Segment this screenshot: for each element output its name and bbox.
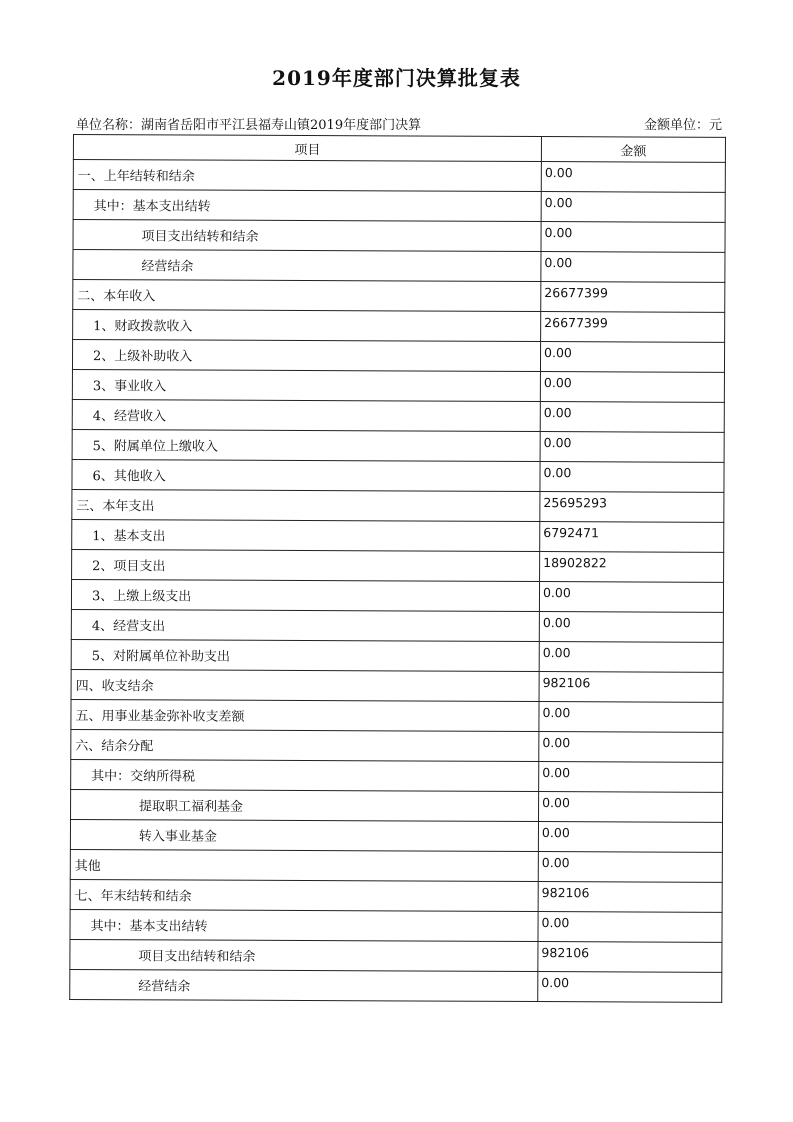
table-row — [72, 489, 724, 522]
row-amount-value: 6792471 — [540, 522, 724, 553]
header-amount: 金额 — [541, 137, 725, 163]
table-row — [70, 849, 722, 882]
row-amount-value: 0.00 — [540, 462, 724, 493]
table-row — [70, 879, 722, 912]
row-item-label: 项目支出结转和结余 — [70, 939, 538, 971]
header-item: 项目 — [73, 135, 541, 162]
row-item-label: 3、事业收入 — [72, 369, 540, 401]
row-amount-value: 18902822 — [540, 552, 724, 583]
row-amount-value: 0.00 — [541, 192, 725, 223]
row-item-label: 5、附属单位上缴收入 — [72, 429, 540, 461]
table-header-row — [73, 135, 725, 163]
row-amount-value: 982106 — [538, 942, 722, 973]
row-amount-value: 0.00 — [538, 852, 722, 883]
table-row — [71, 729, 723, 762]
table-row — [72, 340, 724, 373]
row-amount-value: 0.00 — [539, 582, 723, 613]
report-meta — [76, 114, 722, 133]
row-item-label: 1、基本支出 — [72, 519, 540, 551]
row-item-label: 三、本年支出 — [72, 489, 540, 521]
row-amount-value: 0.00 — [538, 972, 722, 1003]
row-amount-value: 0.00 — [539, 702, 723, 733]
row-amount-value: 0.00 — [540, 372, 724, 403]
row-amount-value: 26677399 — [541, 312, 725, 343]
table-row — [73, 310, 725, 343]
table-row — [72, 399, 724, 432]
row-amount-value: 0.00 — [541, 252, 725, 283]
table-row — [71, 609, 723, 642]
row-item-label: 其他 — [70, 849, 538, 881]
table-row — [73, 250, 725, 283]
table-row — [71, 699, 723, 732]
row-item-label: 3、上缴上级支出 — [71, 579, 539, 611]
row-item-label: 提取职工福利基金 — [71, 789, 539, 821]
row-amount-value: 0.00 — [539, 642, 723, 673]
row-item-label: 经营结余 — [73, 250, 541, 282]
row-item-label: 一、上年结转和结余 — [73, 160, 541, 192]
row-amount-value: 0.00 — [540, 402, 724, 433]
row-item-label: 七、年末结转和结余 — [70, 879, 538, 911]
row-item-label: 2、上级补助收入 — [72, 340, 540, 372]
row-item-label: 6、其他收入 — [72, 459, 540, 491]
table-row — [71, 789, 723, 822]
table-row — [71, 759, 723, 792]
budget-table — [69, 134, 726, 1003]
row-item-label: 转入事业基金 — [70, 819, 538, 851]
row-item-label: 其中：基本支出结转 — [70, 909, 538, 941]
table-body — [70, 160, 726, 1003]
table-row — [71, 669, 723, 702]
row-item-label: 5、对附属单位补助支出 — [71, 639, 539, 671]
row-item-label: 2、项目支出 — [72, 549, 540, 581]
row-amount-value: 26677399 — [541, 282, 725, 313]
row-amount-value: 0.00 — [540, 432, 724, 463]
row-item-label: 五、用事业基金弥补收支差额 — [71, 699, 539, 731]
table-row — [73, 220, 725, 253]
table-row — [73, 190, 725, 223]
row-amount-value: 0.00 — [539, 762, 723, 793]
row-amount-value: 0.00 — [539, 792, 723, 823]
table-row — [70, 909, 722, 942]
row-amount-value: 982106 — [539, 672, 723, 703]
row-item-label: 二、本年收入 — [73, 280, 541, 312]
row-item-label: 4、经营支出 — [71, 609, 539, 641]
row-item-label: 项目支出结转和结余 — [73, 220, 541, 252]
row-item-label: 经营结余 — [70, 969, 538, 1001]
row-amount-value: 0.00 — [538, 912, 722, 943]
table-row — [72, 519, 724, 552]
row-amount-value: 0.00 — [540, 342, 724, 373]
table-row — [72, 549, 724, 582]
row-amount-value: 0.00 — [541, 222, 725, 253]
row-item-label: 其中：交纳所得税 — [71, 759, 539, 791]
row-amount-value: 0.00 — [539, 612, 723, 643]
table-row — [73, 160, 725, 193]
row-item-label: 四、收支结余 — [71, 669, 539, 701]
row-item-label: 4、经营收入 — [72, 399, 540, 431]
table-row — [72, 429, 724, 462]
unit-name-label: 单位名称：湖南省岳阳市平江县福寿山镇2019年度部门决算 — [76, 118, 422, 133]
row-amount-value: 982106 — [538, 882, 722, 913]
table-row — [71, 579, 723, 612]
currency-unit-label: 金额单位：元 — [643, 118, 722, 133]
table-row — [73, 280, 725, 313]
row-amount-value: 0.00 — [538, 822, 722, 853]
table-row — [70, 969, 722, 1002]
table-row — [72, 459, 724, 492]
table-row — [71, 639, 723, 672]
page-title: 2019年度部门决算批复表 — [272, 66, 521, 90]
table-row — [72, 369, 724, 402]
table-row — [70, 939, 722, 972]
row-amount-value: 25695293 — [540, 492, 724, 523]
row-item-label: 六、结余分配 — [71, 729, 539, 761]
row-amount-value: 0.00 — [541, 162, 725, 193]
table-row — [70, 819, 722, 852]
row-item-label: 其中：基本支出结转 — [73, 190, 541, 222]
row-item-label: 1、财政拨款收入 — [73, 310, 541, 342]
row-amount-value: 0.00 — [539, 732, 723, 763]
